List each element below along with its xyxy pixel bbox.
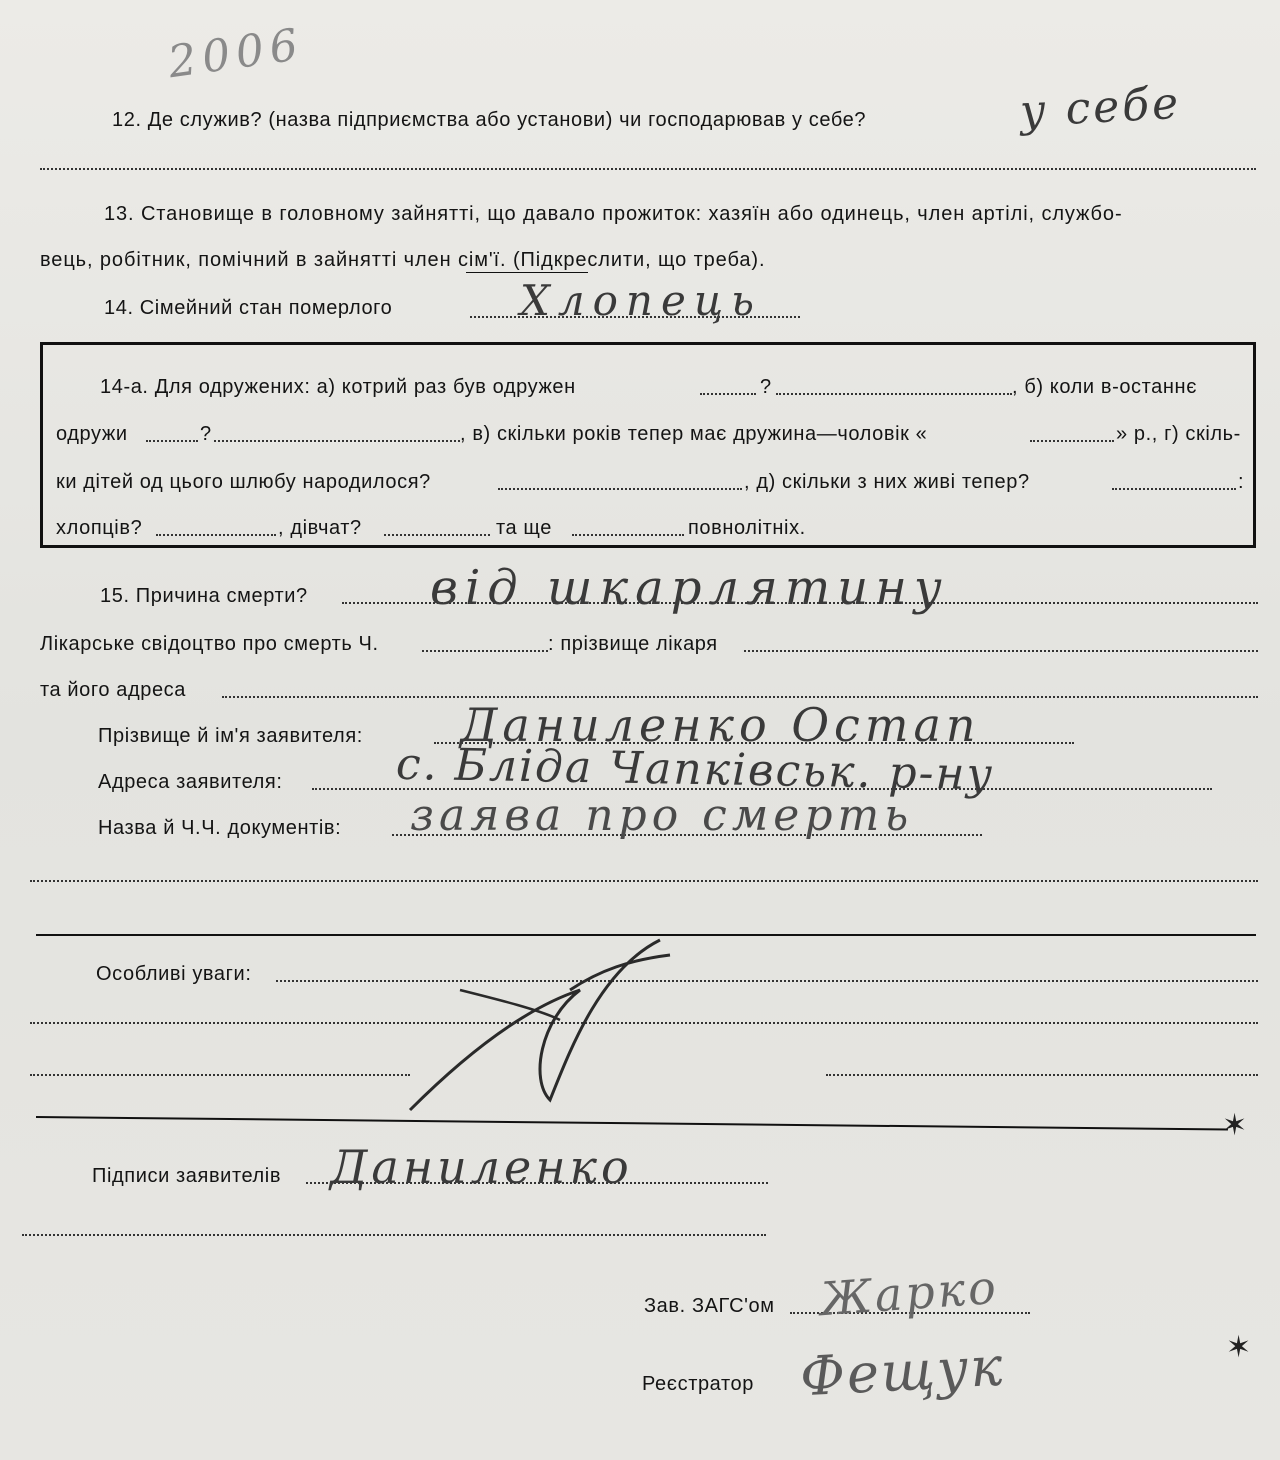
notes-label: Особливі уваги: bbox=[96, 963, 252, 985]
q14a-line4-c: та ще bbox=[496, 517, 552, 539]
q14-label: 14. Сімейний стан померлого bbox=[104, 297, 393, 319]
q13-underline bbox=[466, 272, 588, 273]
q14a-line1-b: , б) коли в-останнє bbox=[1012, 376, 1198, 398]
q14a-line4-dots-2 bbox=[384, 534, 490, 536]
medical-doctor-label: : прізвище лікаря bbox=[548, 633, 718, 655]
applicant-address-value: с. Бліда Чапківськ. р-ну bbox=[395, 738, 995, 801]
q14a-line4-b: , дівчат? bbox=[278, 517, 362, 539]
q14a-line4-dots-3 bbox=[572, 534, 684, 536]
q14a-line1-a: 14-а. Для одружених: а) котрий раз був одружен bbox=[100, 376, 576, 398]
q14a-line3-dots-1 bbox=[498, 488, 742, 490]
q14a-line4-a: хлопців? bbox=[56, 517, 143, 539]
q14a-line1-dots-2 bbox=[776, 393, 1012, 395]
q14a-line4-dots-1 bbox=[156, 534, 276, 536]
notes-line-3a bbox=[30, 1074, 410, 1076]
q14a-line4-d: повнолітніх. bbox=[688, 517, 806, 539]
registrar-signature: Фещук bbox=[798, 1334, 1006, 1409]
applicant-name-label: Прізвище й ім'я заявителя: bbox=[98, 725, 363, 747]
head-signature: Жарко bbox=[818, 1259, 1001, 1327]
blank-line-1 bbox=[30, 880, 1258, 882]
q15-label: 15. Причина смерти? bbox=[100, 585, 308, 607]
applicant-docs-value: заява про смерть bbox=[410, 790, 914, 841]
q12-answer: у себе bbox=[1018, 77, 1183, 138]
q12-label: 12. Де служив? (назва підприємства або установи) чи господарював у себе? bbox=[112, 109, 867, 131]
cross-out-stroke bbox=[400, 930, 700, 1120]
q14a-line2-dots-3 bbox=[1030, 440, 1114, 442]
archive-number: 2006 bbox=[165, 18, 307, 89]
q14a-line3-dots-2 bbox=[1112, 488, 1236, 490]
q14a-line2-dots-1 bbox=[146, 440, 198, 442]
q14a-line2-b: , в) скільки років тепер має дружина—чоловік « bbox=[460, 423, 928, 445]
q14a-line2-a: одружи bbox=[56, 423, 128, 445]
star-mark-icon: ✶ bbox=[1222, 1109, 1248, 1142]
head-label: Зав. ЗАГС'ом bbox=[644, 1295, 775, 1317]
q12-line bbox=[40, 168, 1256, 170]
applicants-signature: Даниленко bbox=[330, 1140, 633, 1194]
applicant-name-value: Даниленко Остап bbox=[460, 698, 981, 752]
medical-label: Лікарське свідоцтво про смерть Ч. bbox=[40, 633, 379, 655]
q13-line2: вець, робітник, помічний в зайнятті член сім'ї. (Підкреслити, що треба). bbox=[40, 249, 766, 271]
registrar-label: Реєстратор bbox=[642, 1373, 754, 1395]
q14a-line3-b: , д) скільки з них живі тепер? bbox=[744, 471, 1030, 493]
q14a-line2-dots-2 bbox=[214, 440, 460, 442]
q14a-line3-c: : bbox=[1238, 471, 1245, 493]
q14-answer: Хлопець bbox=[520, 276, 763, 325]
q14a-line2-q: ? bbox=[200, 423, 212, 445]
notes-line-3b bbox=[826, 1074, 1258, 1076]
star-mark-2-icon: ✶ bbox=[1226, 1331, 1252, 1364]
medical-address-label: та його адреса bbox=[40, 679, 187, 701]
q15-answer: від шкарлятину bbox=[430, 560, 949, 616]
q14a-line3-a: ки дітей од цього шлюбу народилося? bbox=[56, 471, 431, 493]
blank-line-2 bbox=[22, 1234, 766, 1236]
q14a-line1-dots-1 bbox=[700, 393, 756, 395]
q13-line1: 13. Становище в головному зайнятті, що давало прожиток: хазяїн або одинець, член артілі, службо- bbox=[104, 203, 1123, 225]
medical-doctor-line bbox=[744, 650, 1258, 652]
applicants-signatures-label: Підписи заявителів bbox=[92, 1165, 282, 1187]
applicant-address-label: Адреса заявителя: bbox=[98, 771, 283, 793]
q14a-line2-c: » р., г) скіль- bbox=[1116, 423, 1241, 445]
q14a-line1-q: ? bbox=[760, 376, 772, 398]
medical-number-line bbox=[422, 650, 548, 652]
applicant-docs-label: Назва й Ч.Ч. документів: bbox=[98, 817, 342, 839]
